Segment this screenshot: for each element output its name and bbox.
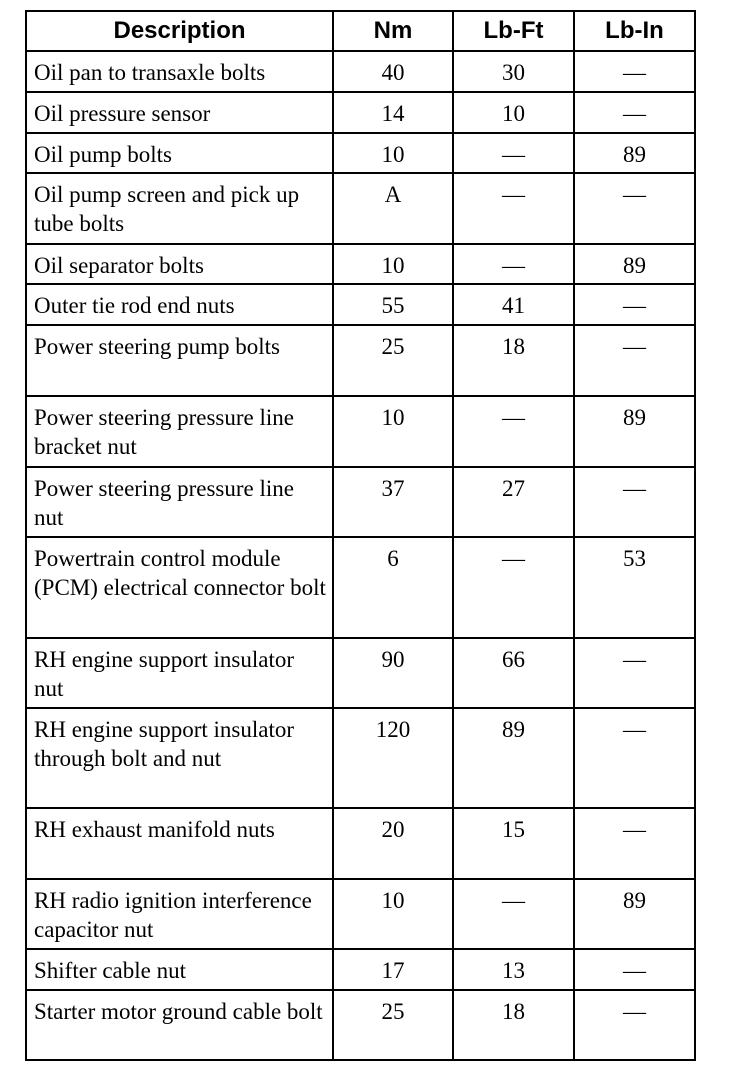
lb-ft-cell: — [453,133,574,173]
nm-cell: 10 [333,244,453,284]
description-cell: RH engine support insulator through bolt and nut [26,708,333,808]
lb-ft-cell: — [453,396,574,467]
torque-spec-table [25,10,696,1061]
table-row [26,51,695,92]
lb-ft-cell: 27 [453,467,574,537]
lb-ft-cell: 13 [453,949,574,990]
description-cell: Powertrain control module (PCM) electrical connector bolt [26,537,333,638]
table-row [26,173,695,244]
lb-in-cell: 89 [574,396,695,467]
lb-in-cell: — [574,638,695,708]
nm-cell: 25 [333,990,453,1060]
nm-cell: 6 [333,537,453,638]
lb-in-cell: 89 [574,879,695,949]
lb-ft-cell: — [453,879,574,949]
lb-ft-cell: 18 [453,325,574,396]
table-row [26,467,695,537]
nm-cell: 40 [333,51,453,92]
lb-ft-cell: 89 [453,708,574,808]
table-row [26,638,695,708]
lb-ft-cell: — [453,244,574,284]
nm-cell: 10 [333,396,453,467]
lb-ft-cell: — [453,173,574,244]
table-row [26,396,695,467]
table-row [26,133,695,173]
table-row [26,808,695,879]
column-header-lb-ft: Lb-Ft [453,11,574,51]
lb-ft-cell: 41 [453,284,574,325]
column-header-nm: Nm [333,11,453,51]
description-cell: Starter motor ground cable bolt [26,990,333,1060]
table-row [26,284,695,325]
description-cell: Oil pump screen and pick up tube bolts [26,173,333,244]
description-cell: RH engine support insulator nut [26,638,333,708]
table-body [26,51,695,1060]
description-cell: Outer tie rod end nuts [26,284,333,325]
lb-in-cell: 89 [574,244,695,284]
description-cell: Oil pan to transaxle bolts [26,51,333,92]
nm-cell: 10 [333,879,453,949]
table-row [26,92,695,133]
lb-in-cell: — [574,949,695,990]
table-row [26,244,695,284]
lb-ft-cell: — [453,537,574,638]
lb-in-cell: — [574,467,695,537]
nm-cell: 17 [333,949,453,990]
description-cell: Oil separator bolts [26,244,333,284]
table-row [26,879,695,949]
table-row [26,537,695,638]
table-row [26,990,695,1060]
column-header-description: Description [26,11,333,51]
lb-in-cell: — [574,284,695,325]
table-row [26,949,695,990]
description-cell: Oil pressure sensor [26,92,333,133]
lb-ft-cell: 18 [453,990,574,1060]
description-cell: Shifter cable nut [26,949,333,990]
description-cell: Power steering pump bolts [26,325,333,396]
lb-in-cell: 53 [574,537,695,638]
lb-in-cell: — [574,808,695,879]
lb-in-cell: — [574,51,695,92]
lb-ft-cell: 30 [453,51,574,92]
lb-ft-cell: 66 [453,638,574,708]
lb-in-cell: — [574,92,695,133]
lb-ft-cell: 10 [453,92,574,133]
table-header [26,11,695,51]
lb-in-cell: — [574,708,695,808]
lb-in-cell: — [574,325,695,396]
table-row [26,708,695,808]
description-cell: Power steering pressure line nut [26,467,333,537]
nm-cell: 37 [333,467,453,537]
lb-in-cell: — [574,173,695,244]
description-cell: Power steering pressure line bracket nut [26,396,333,467]
nm-cell: 20 [333,808,453,879]
nm-cell: 10 [333,133,453,173]
nm-cell: A [333,173,453,244]
lb-ft-cell: 15 [453,808,574,879]
description-cell: Oil pump bolts [26,133,333,173]
table-row [26,325,695,396]
column-header-lb-in: Lb-In [574,11,695,51]
nm-cell: 55 [333,284,453,325]
lb-in-cell: 89 [574,133,695,173]
description-cell: RH radio ignition interference capacitor nut [26,879,333,949]
nm-cell: 120 [333,708,453,808]
header-row [26,11,695,51]
nm-cell: 25 [333,325,453,396]
nm-cell: 90 [333,638,453,708]
nm-cell: 14 [333,92,453,133]
lb-in-cell: — [574,990,695,1060]
description-cell: RH exhaust manifold nuts [26,808,333,879]
